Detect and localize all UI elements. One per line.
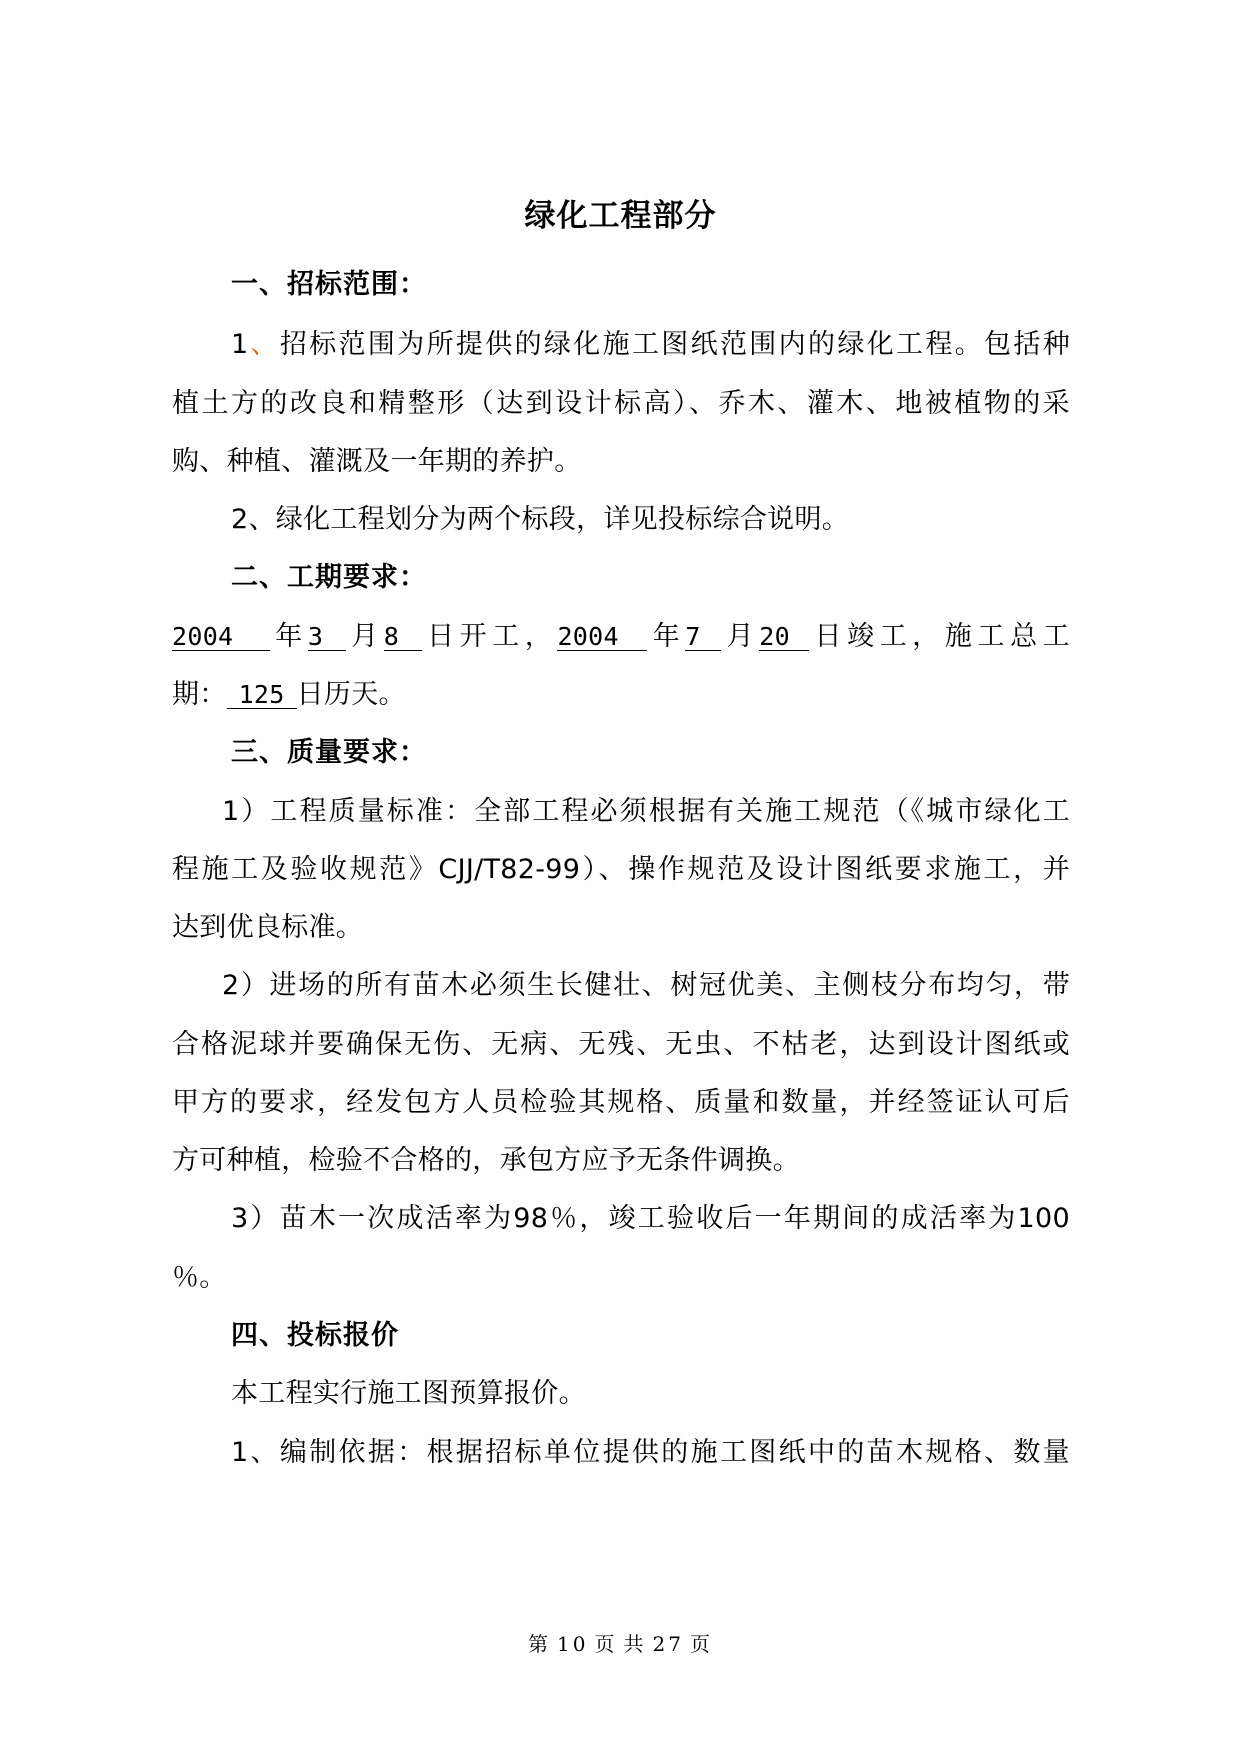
footer-page-label: 页 bbox=[594, 1632, 618, 1656]
quality-item-2-line-4: 方可种植，检验不合格的，承包方应予无条件调换。 bbox=[172, 1145, 800, 1176]
footer-suffix: 页 bbox=[689, 1632, 713, 1656]
schedule-line-2 bbox=[172, 672, 1070, 711]
quality-item-3-line-1: 3）苗木一次成活率为98％，竣工验收后一年期间的成活率为100 bbox=[231, 1203, 1070, 1234]
section-heading-schedule: 二、工期要求： bbox=[231, 562, 427, 593]
start-suffix: 日开工， bbox=[421, 621, 558, 652]
start-year-value: 2004 bbox=[172, 624, 270, 651]
section-heading-bid-price: 四、投标报价 bbox=[231, 1320, 399, 1351]
page-title: 绿化工程部分 bbox=[524, 198, 717, 234]
scope-item-text: 招标范围为所提供的绿化施工图纸范围内的绿化工程。包括种 bbox=[279, 329, 1070, 360]
scope-paragraph-2: 2、绿化工程划分为两个标段，详见投标综合说明。 bbox=[231, 504, 850, 535]
month-label: 月 bbox=[345, 621, 384, 652]
quality-item-3-line-2: ％。 bbox=[172, 1262, 227, 1293]
scope-paragraph-1-line-1 bbox=[231, 322, 1070, 361]
bid-price-item-1-line-1: 1、编制依据：根据招标单位提供的施工图纸中的苗木规格、数量 bbox=[231, 1437, 1070, 1468]
quality-item-1-line-3: 达到优良标准。 bbox=[172, 912, 364, 943]
footer-page-number: 10 bbox=[557, 1632, 589, 1656]
end-day-value: 20 bbox=[759, 624, 809, 651]
end-year-value: 2004 bbox=[557, 624, 647, 651]
scope-paragraph-1-line-3: 购、种植、灌溉及一年期的养护。 bbox=[172, 446, 582, 477]
schedule-line-1 bbox=[172, 614, 1070, 653]
start-month-value: 3 bbox=[308, 624, 346, 651]
quality-item-1-line-2: 程施工及验收规范》CJJ/T82-99）、操作规范及设计图纸要求施工，并 bbox=[172, 854, 1070, 885]
quality-item-2-line-3: 甲方的要求，经发包方人员检验其规格、质量和数量，并经签证认可后 bbox=[172, 1087, 1070, 1118]
year-label: 年 bbox=[647, 621, 686, 652]
end-suffix: 日竣工，施工总工 bbox=[809, 621, 1070, 652]
section-heading-scope: 一、招标范围： bbox=[231, 269, 427, 300]
section-heading-quality: 三、质量要求： bbox=[231, 737, 427, 768]
scope-item-separator: 、 bbox=[248, 329, 280, 360]
bid-price-intro: 本工程实行施工图预算报价。 bbox=[231, 1378, 586, 1409]
end-month-value: 7 bbox=[685, 624, 721, 651]
period-label: 期： bbox=[172, 679, 227, 710]
footer-total-pages: 27 bbox=[652, 1632, 684, 1656]
page-footer bbox=[0, 1628, 1241, 1657]
footer-prefix: 第 bbox=[528, 1632, 552, 1656]
quality-item-2-line-2: 合格泥球并要确保无伤、无病、无残、无虫、不枯老，达到设计图纸或 bbox=[172, 1029, 1070, 1060]
year-label: 年 bbox=[270, 621, 308, 652]
scope-item-number: 1 bbox=[231, 329, 249, 360]
scope-paragraph-1-line-2: 植土方的改良和精整形（达到设计标高）、乔木、灌木、地被植物的采 bbox=[172, 388, 1070, 419]
footer-total-label: 共 bbox=[623, 1632, 647, 1656]
quality-item-2-line-1: 2）进场的所有苗木必须生长健壮、树冠优美、主侧枝分布均匀，带 bbox=[222, 970, 1070, 1001]
quality-item-1-line-1: 1）工程质量标准：全部工程必须根据有关施工规范（《城市绿化工 bbox=[222, 796, 1070, 827]
total-days-value: 125 bbox=[227, 682, 297, 709]
period-suffix: 日历天。 bbox=[296, 679, 406, 710]
month-label: 月 bbox=[721, 621, 760, 652]
start-day-value: 8 bbox=[384, 624, 422, 651]
